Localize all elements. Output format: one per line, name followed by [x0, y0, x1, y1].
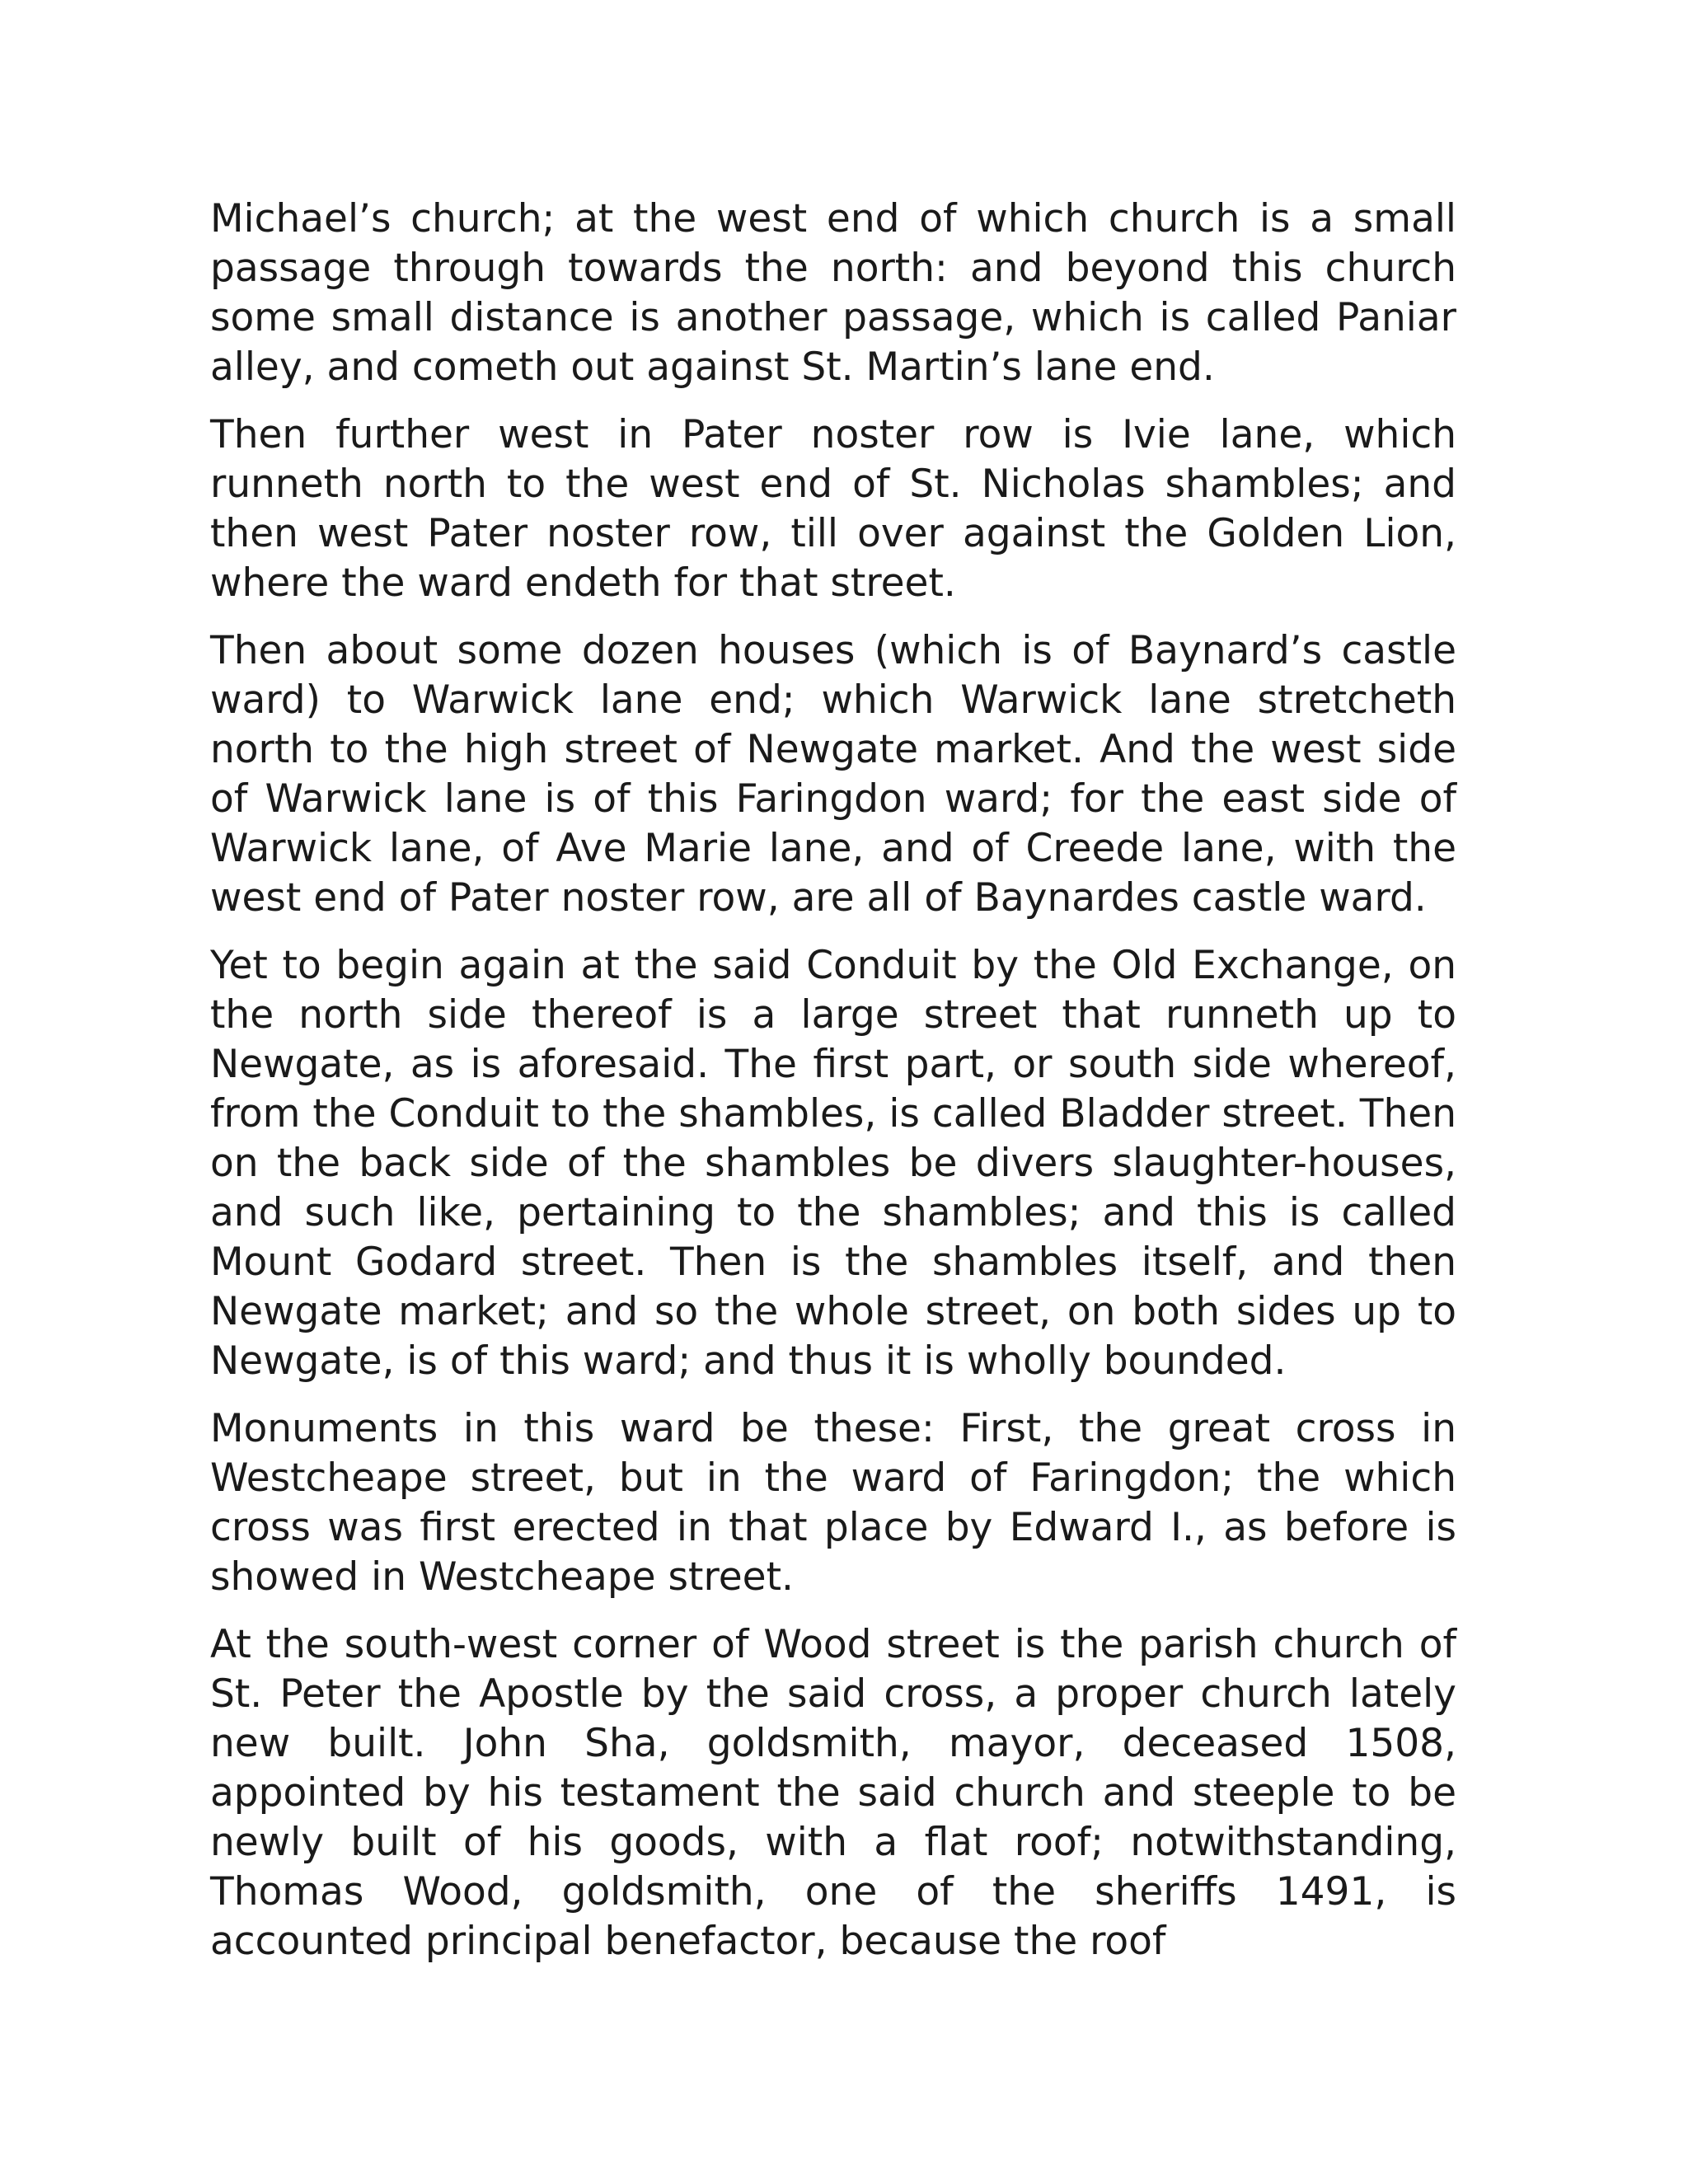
body-text: [210, 194, 1456, 1985]
paragraph-4: Yet to begin again at the said Conduit by the Old Exchange, on the north side thereof is a large street that runneth up to Newgate, as is aforesaid. The first part, or south side whereof, from the Conduit to the shambles, is called Bladder street. Then on the back side of the shambles be divers slaughter-houses, and such like, pertaining to the shambles; and this is called Mount Godard street. Then is the shambles itself, and then Newgate market; and so the whole street, on both sides up to Newgate, is of this ward; and thus it is wholly bounded.: [210, 943, 1456, 1384]
paragraph-6: At the south-west corner of Wood street is the parish church of St. Peter the Apostle by the said cross, a proper church lately new built. John Sha, goldsmith, mayor, deceased 1508, appointed by his testament the said church and steeple to be newly built of his goods, with a flat roof; notwithstanding, Thomas Wood, goldsmith, one of the sheriffs 1491, is accounted principal benefactor, because the roof: [210, 1622, 1456, 1964]
paragraph-2: Then further west in Pater noster row is Ivie lane, which runneth north to the west end of St. Nicholas shambles; and then west Pater noster row, till over against the Golden Lion, where the ward endeth for that street.: [210, 412, 1456, 606]
paragraph-5: Monuments in this ward be these: First, the great cross in Westcheape street, but in the ward of Faringdon; the which cross was first erected in that place by Edward I., as before is showed in Westcheape street.: [210, 1406, 1456, 1600]
paragraph-1: Michael’s church; at the west end of which church is a small passage through towards the north: and beyond this church some small distance is another passage, which is called Paniar alley, and cometh out against St. Martin’s lane end.: [210, 196, 1456, 390]
paragraph-3: Then about some dozen houses (which is of Baynard’s castle ward) to Warwick lane end; which Warwick lane stretcheth north to the high street of Newgate market. And the west side of Warwick lane is of this Faringdon ward; for the east side of Warwick lane, of Ave Marie lane, and of Creede lane, with the west end of Pater noster row, are all of Baynardes castle ward.: [210, 628, 1456, 921]
